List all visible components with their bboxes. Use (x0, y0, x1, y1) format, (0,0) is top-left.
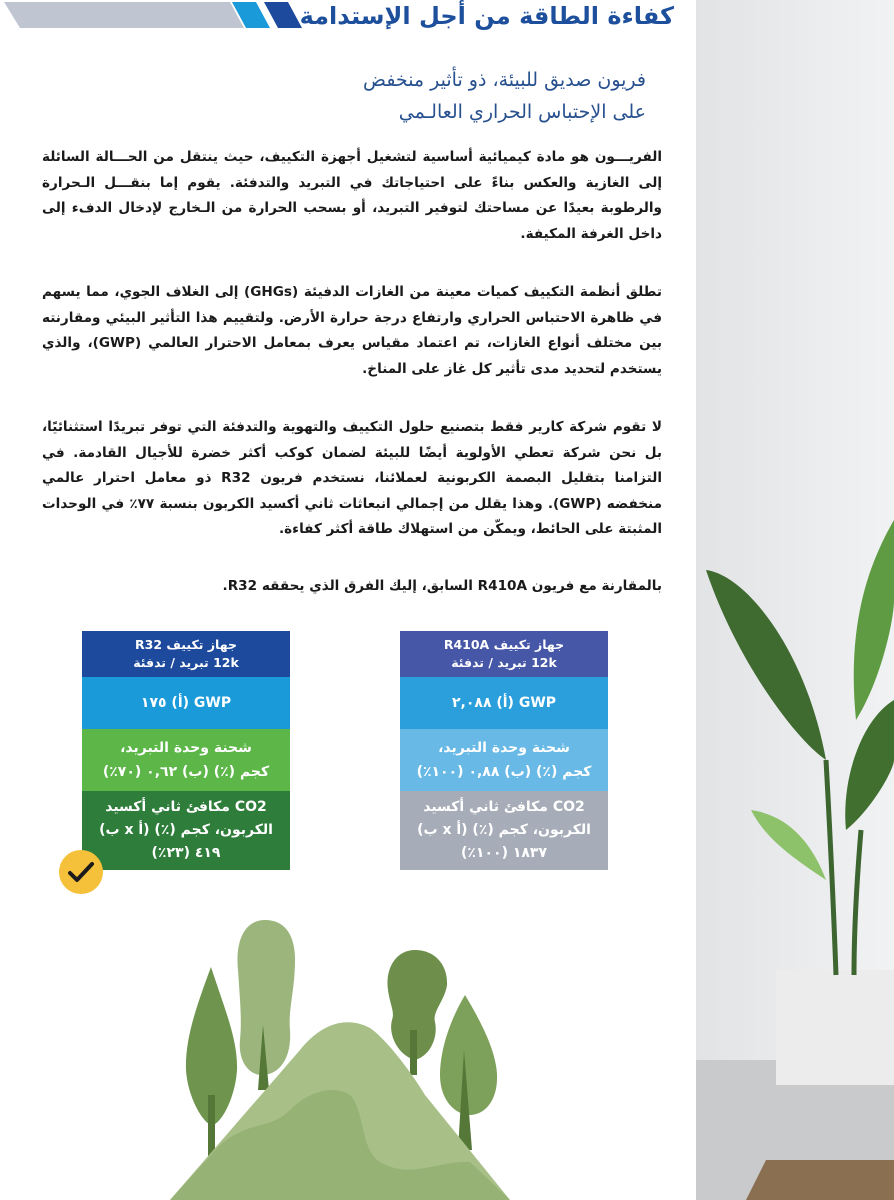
r410a-capacity: 12k تبريد / تدفئة (451, 655, 557, 670)
r410a-header (400, 631, 608, 677)
r410a-gwp-value: GWP (أ) ٢,٠٨٨ (451, 694, 557, 711)
r32-co2 (82, 791, 290, 870)
r410a-charge (400, 729, 608, 791)
plant-photo (696, 0, 894, 1200)
r410a-co2 (400, 791, 608, 870)
card-r32 (82, 631, 290, 870)
section-subtitle (186, 64, 646, 128)
header-decorative-bars (0, 0, 310, 32)
r410a-charge-label: شحنة وحدة التبريد، (438, 740, 570, 756)
r32-gwp (82, 677, 290, 729)
r410a-charge-value: كجم (٪) (ب) ٠,٨٨ (١٠٠٪) (416, 764, 592, 780)
r410a-co2-label-2: الكربون، كجم (٪) (أ x ب) (417, 822, 591, 838)
subtitle-line-1: فريون صديق للبيئة، ذو تأثير منخفض (363, 69, 646, 91)
r32-co2-label-2: الكربون، كجم (٪) (أ x ب) (99, 822, 273, 838)
r32-charge (82, 729, 290, 791)
checkmark-icon (68, 861, 94, 883)
r32-model: جهاز تكييف R32 (135, 637, 237, 652)
header-bar-dark-blue (264, 2, 302, 28)
r32-charge-value: كجم (٪) (ب) ٠,٦٢ (٧٠٪) (102, 764, 270, 780)
tree-icon (237, 920, 295, 1090)
check-badge (59, 850, 103, 894)
paragraph-carrier-r32: لا تقوم شركة كارير فقط بتصنيع حلول التكييف والتهوية والتدفئة التي توفر تبريدًا استثنائيًا، بل نحن شركة تعطي الأولوية أيضًا للبيئة لضمان كوكب أكثر خضرة للأجيال القادمة. في التزامنا بتقليل البصمة الكربونية لعملائنا، نستخدم فريون R32 ذو معامل احترار عالمي منخفضه (GWP). وهذا يقلل من إجمالي انبعاثات ثاني أكسيد الكربون بنسبة ٧٧٪ في الوحدات المثبتة على الحائط، ويمكّن من استهلاك طاقة أكثر كفاءة. (42, 419, 662, 537)
r410a-gwp (400, 677, 608, 729)
r32-gwp-value: GWP (أ) ١٧٥ (140, 694, 232, 711)
r32-co2-label-1: CO2 مكافئ ثاني أكسيد (105, 799, 267, 815)
paragraph-freon-intro: الفريـــون هو مادة كيميائية أساسية لتشغيل أجهزة التكييف، حيث ينتقل من الحـــالة السائلة إلى الغازية والعكس بناءً على احتياجاتك في التبريد والتدفئة. يقوم إما بنقـــل الـحرارة والرطوبة بعيدًا عن مساحتك لتوفير التبريد، أو بسحب الحرارة من الـخارج لإدخال الدفء إلى داخل الغرفة المكيفة. (42, 149, 662, 242)
subtitle-line-2: على الإحتباس الحراري العالـمي (398, 101, 646, 123)
r32-charge-label: شحنة وحدة التبريد، (120, 740, 252, 756)
hill-trees-illustration (150, 900, 550, 1200)
r410a-co2-value: ١٨٣٧ (١٠٠٪) (460, 845, 548, 861)
r32-capacity: 12k تبريد / تدفئة (133, 655, 239, 670)
r410a-model: جهاز تكييف R410A (443, 637, 565, 652)
comparison-intro: بالمقارنة مع فريون R410A السابق، إليك الفرق الذي يحققه R32. (222, 578, 662, 594)
r32-co2-value: ٤١٩ (٢٣٪) (151, 845, 221, 861)
page-title: كفاءة الطاقة من أجل الإستدامة (299, 2, 674, 30)
r410a-co2-label-1: CO2 مكافئ ثاني أكسيد (423, 799, 585, 815)
header-bar-gray (4, 2, 244, 28)
card-r410a (400, 631, 608, 870)
r32-header (82, 631, 290, 677)
paragraph-ghg-gwp: تطلق أنظمة التكييف كميات معينة من الغازات الدفيئة (GHGs) إلى الغلاف الجوي، مما يسهم في ظاهرة الاحتباس الحراري وارتفاع درجة حرارة الأرض. ولتقييم هذا التأثير البيئي ومقارنته بين مختلف أنواع الغازات، تم اعتماد مقياس يعرف بمعامل الاحترار العالمي (GWP)، والذي يستخدم لتحديد مدى تأثير كل غاز على المناخ. (42, 284, 662, 377)
